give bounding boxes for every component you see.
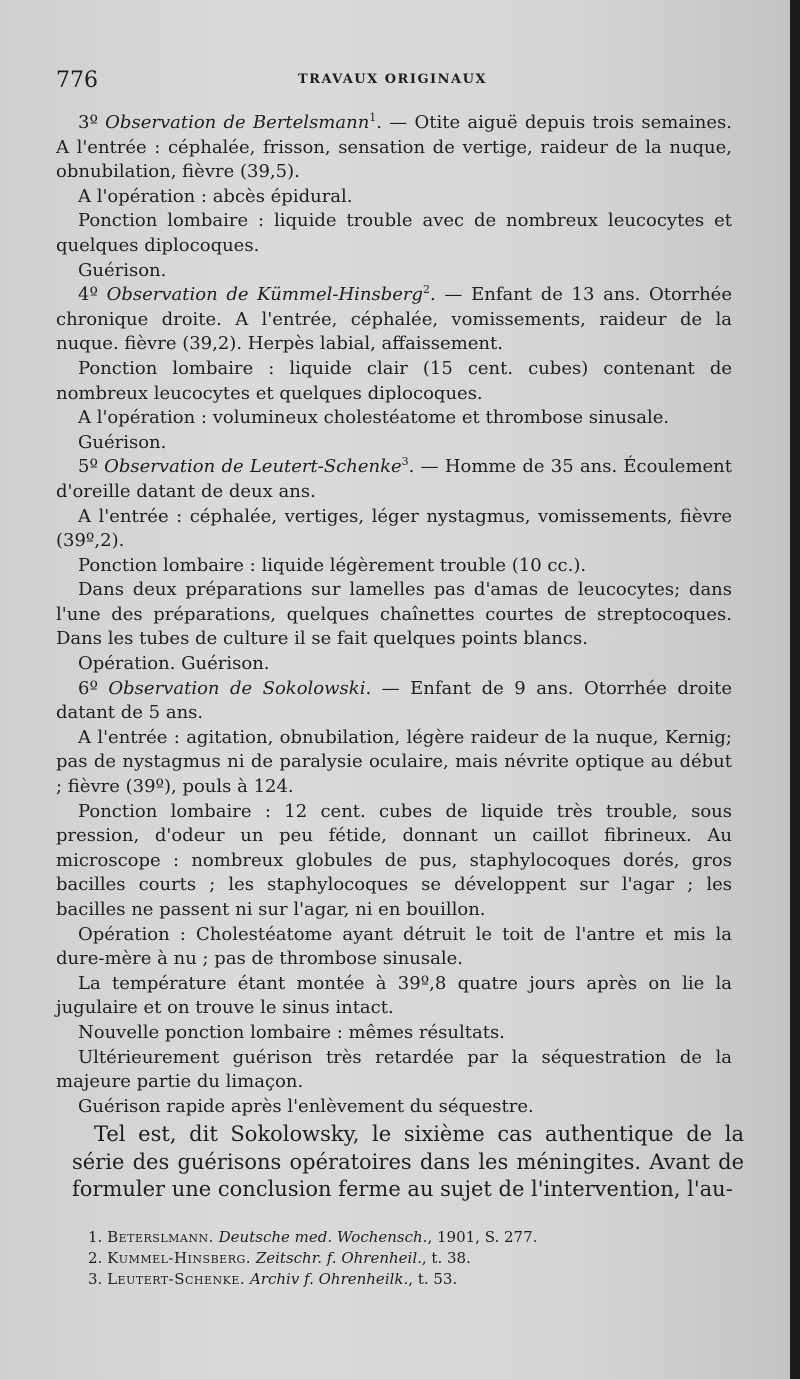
paragraph: Dans deux préparations sur lamelles pas d'amas de leucocytes; dans l'une des préparations, quelques chaînettes courtes de streptocoques. Dans les tubes de culture il se fait quelques points blancs. bbox=[56, 579, 732, 650]
observation-6: 6º Observation de Sokolowski. — Enfant de 9 ans. Otorrhée droite datant de 5 ans. bbox=[56, 677, 732, 724]
paragraph: Opération : Cholestéatome ayant détruit le toit de l'antre et mis la dure-mère à nu ; pas de thrombose sinusale. bbox=[56, 923, 732, 970]
footnote: 2. Kummel-Hinsberg. Zeitschr. f. Ohrenheil., t. 38. bbox=[88, 1249, 471, 1267]
footnote: 3. Leutert-Schenke. Archiv f. Ohrenheilk., t. 53. bbox=[88, 1270, 458, 1288]
observation-5: 5º Observation de Leutert-Schenke$^3$. — Homme de 35 ans. Écoulement d'oreille datant de deux ans. bbox=[56, 455, 732, 502]
observation-title: Observation de Bertelsmann bbox=[105, 112, 370, 133]
paragraph: Guérison. bbox=[78, 259, 167, 281]
footnotes bbox=[88, 1227, 728, 1290]
observation-4: 4º Observation de Kümmel-Hinsberg$^2$. — Enfant de 13 ans. Otorrhée chronique droite. A l'entrée, céphalée, vomissements, raideur de la nuque. fièvre (39,2). Herpès labial, affaissement. bbox=[56, 283, 732, 355]
paragraph: Nouvelle ponction lombaire : mêmes résultats. bbox=[78, 1021, 505, 1043]
footnote-ref: 1 bbox=[369, 111, 377, 124]
paragraph: Guérison. bbox=[78, 431, 167, 453]
footnote-ref: 2 bbox=[423, 283, 431, 297]
running-title: TRAVAUX ORIGINAUX bbox=[298, 72, 488, 87]
closing-paragraph: Tel est, dit Sokolowsky, le sixième cas authentique de la série des guérisons opératoires dans les méningites. Avant de formuler une conclusion ferme au sujet de l'intervention, l'au- bbox=[72, 1122, 744, 1201]
paragraph: A l'opération : volumineux cholestéatome et thrombose sinusale. bbox=[78, 407, 670, 429]
observation-title: Observation de Kümmel-Hinsberg bbox=[106, 284, 424, 306]
footnote-ref: 3 bbox=[401, 455, 409, 469]
page-number: 776 bbox=[56, 68, 98, 93]
paragraph: Ponction lombaire : liquide légèrement trouble (10 cc.). bbox=[78, 554, 587, 576]
observation-title: Observation de Sokolowski bbox=[108, 677, 366, 699]
footnote: 1. Beterslmann. Deutsche med. Wochensch., 1901, S. 277. bbox=[88, 1228, 538, 1246]
paragraph: Ponction lombaire : liquide clair (15 cent. cubes) contenant de nombreux leucocytes et quelques diplocoques. bbox=[56, 357, 732, 404]
main-text bbox=[56, 111, 732, 1119]
paragraph: Ultérieurement guérison très retardée par la séquestration de la majeure partie du limaçon. bbox=[56, 1046, 732, 1093]
paragraph: A l'entrée : agitation, obnubilation, légère raideur de la nuque, Kernig; pas de nystagmus ni de paralysie oculaire, mais névrite optique au début ; fièvre (39º), pouls à 124. bbox=[56, 726, 732, 798]
paragraph: Guérison rapide après l'enlèvement du séquestre. bbox=[78, 1095, 534, 1117]
paragraph: A l'opération : abcès épidural. bbox=[78, 185, 353, 207]
paragraph: La température étant montée à 39º,8 quatre jours après on lie la jugulaire et on trouve le sinus intact. bbox=[56, 972, 732, 1019]
observation-title: Observation de Leutert-Schenke bbox=[104, 456, 402, 478]
paragraph: Ponction lombaire : 12 cent. cubes de liquide très trouble, sous pression, d'odeur un peu fétide, donnant un caillot fibrineux. Au microscope : nombreux globules de pus, staphylocoques dorés, gros bacilles courts ; les staphylocoques se développent sur l'agar ; les bacilles ne passent ni sur l'agar, ni en bouillon. bbox=[56, 800, 732, 920]
paragraph: Ponction lombaire : liquide trouble avec de nombreux leucocytes et quelques diplocoques. bbox=[56, 210, 732, 256]
paragraph: Opération. Guérison. bbox=[78, 653, 270, 675]
observation-3: 3º Observation de Bertelsmann$^1$. — Otite aiguë depuis trois semaines. A l'entrée : céphalée, frisson, sensation de vertige, raideur de la nuque, obnubilation, fièvre (39,5). bbox=[56, 111, 732, 183]
paragraph: A l'entrée : céphalée, vertiges, léger nystagmus, vomissements, fièvre (39º,2). bbox=[56, 505, 732, 552]
